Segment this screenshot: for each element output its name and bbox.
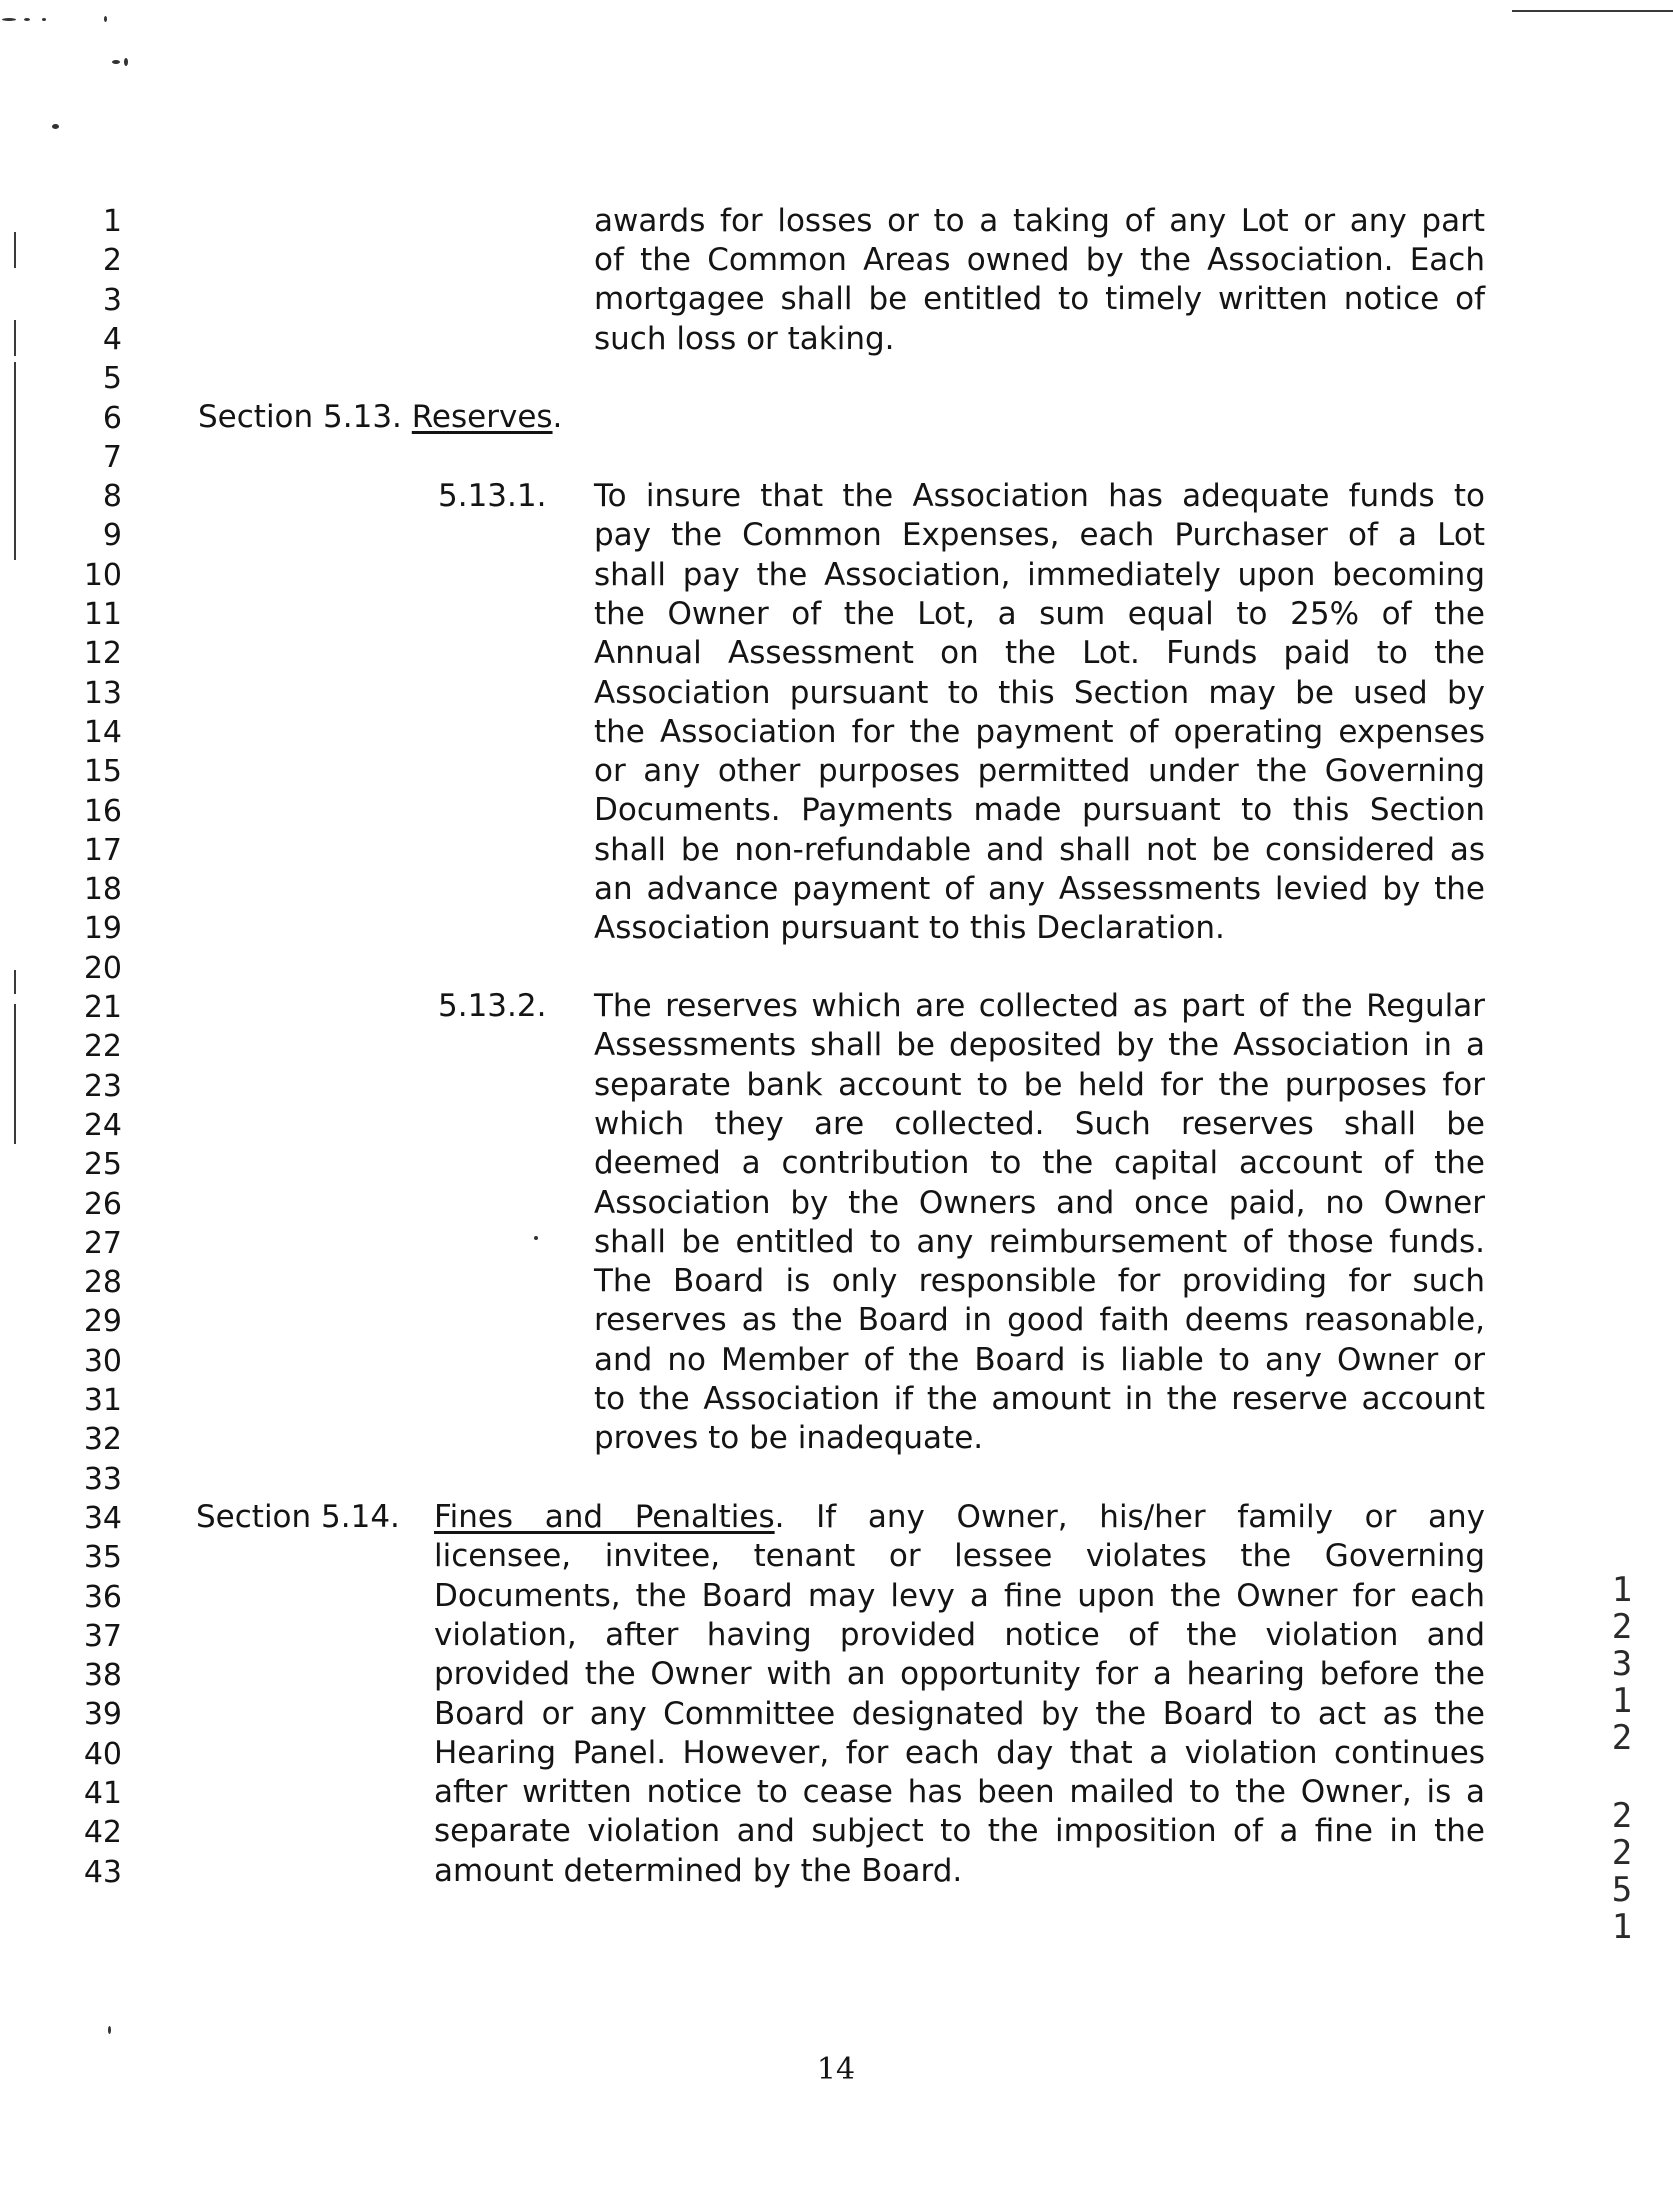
text-line: Hearing Panel. However, for each day that a violation continues	[434, 1735, 1485, 1771]
line-number: 15	[83, 754, 122, 789]
line-number: 17	[83, 833, 122, 868]
text-line: the Association for the payment of operating expenses	[594, 714, 1485, 750]
section-heading	[198, 398, 562, 437]
text-line: reserves as the Board in good faith deems reasonable,	[594, 1302, 1485, 1338]
line-number: 28	[83, 1265, 122, 1300]
line-number: 11	[83, 597, 122, 632]
line-number: 27	[83, 1226, 122, 1261]
margin-change-bar	[14, 232, 16, 268]
section-label: Section 5.13.	[198, 399, 402, 435]
text-line: Annual Assessment on the Lot. Funds paid to the	[594, 635, 1485, 671]
scan-speck	[104, 16, 107, 22]
text-line: after written notice to cease has been mailed to the Owner, is a	[434, 1774, 1485, 1810]
stamp-digit: 1	[1611, 1681, 1633, 1721]
scan-speck	[42, 18, 46, 21]
text-line: The reserves which are collected as part of the Regular	[594, 988, 1485, 1024]
stamp-digit: 5	[1611, 1870, 1633, 1910]
line-number: 30	[83, 1344, 122, 1379]
text-line: Association by the Owners and once paid, no Owner	[594, 1185, 1485, 1221]
text-line: To insure that the Association has adequate funds to	[594, 478, 1485, 514]
section-title: Fines and Penalties	[434, 1499, 775, 1535]
section-title: Reserves	[411, 399, 553, 435]
line-number: 16	[83, 794, 122, 829]
text-line: or any other purposes permitted under the Governing	[594, 753, 1485, 789]
line-number: 4	[102, 322, 122, 357]
text-line: shall pay the Association, immediately upon becoming	[594, 557, 1485, 593]
text-line: proves to be inadequate.	[594, 1420, 984, 1456]
text-line: violation, after having provided notice of the violation and	[434, 1617, 1485, 1653]
text-line: to the Association if the amount in the reserve account	[594, 1381, 1485, 1417]
line-number: 34	[83, 1501, 122, 1536]
scan-speck	[108, 2026, 111, 2034]
text-line: and no Member of the Board is liable to any Owner or	[594, 1342, 1485, 1378]
line-number: 35	[83, 1540, 122, 1575]
text-line: pay the Common Expenses, each Purchaser of a Lot	[594, 517, 1485, 553]
line-number: 1	[102, 204, 122, 239]
section-title-rest: . If any Owner, his/her family or any	[774, 1499, 1486, 1535]
section-heading	[196, 1498, 400, 1537]
line-number: 42	[83, 1815, 122, 1850]
page-number: 14	[816, 2052, 856, 2087]
line-number: 43	[83, 1855, 122, 1890]
line-number: 7	[102, 440, 122, 475]
text-line: such loss or taking.	[594, 321, 895, 357]
line-number: 18	[83, 872, 122, 907]
text-line: which they are collected. Such reserves shall be	[594, 1106, 1485, 1142]
text-line: the Owner of the Lot, a sum equal to 25% of the	[594, 596, 1485, 632]
line-number: 14	[83, 715, 122, 750]
line-number: 2	[102, 243, 122, 278]
stamp-digit: 3	[1611, 1644, 1633, 1684]
line-number: 9	[102, 518, 122, 553]
subsection-number: 5.13.2.	[438, 988, 547, 1024]
line-number: 5	[102, 361, 122, 396]
stamp-digit: 2	[1611, 1796, 1633, 1836]
text-line: separate bank account to be held for the purposes for	[594, 1067, 1485, 1103]
scan-speck	[2, 18, 16, 21]
text-line: licensee, invitee, tenant or lessee violates the Governing	[434, 1538, 1485, 1574]
text-line: Association pursuant to this Declaration.	[594, 910, 1225, 946]
stamp-digit: 2	[1611, 1833, 1633, 1873]
line-number: 19	[83, 911, 122, 946]
scan-speck	[52, 124, 59, 129]
text-line: Documents, the Board may levy a fine upon the Owner for each	[434, 1578, 1485, 1614]
line-number: 20	[83, 951, 122, 986]
scan-speck	[124, 58, 128, 66]
line-number: 12	[83, 636, 122, 671]
scan-speck	[112, 60, 120, 64]
line-number: 22	[83, 1029, 122, 1064]
line-number: 31	[83, 1383, 122, 1418]
text-line: of the Common Areas owned by the Association. Each	[594, 242, 1485, 278]
line-number: 33	[83, 1462, 122, 1497]
text-line: Assessments shall be deposited by the Association in a	[594, 1027, 1485, 1063]
line-number: 25	[83, 1147, 122, 1182]
text-line: separate violation and subject to the imposition of a fine in the	[434, 1813, 1485, 1849]
line-number: 8	[102, 479, 122, 514]
text-line: shall be entitled to any reimbursement of those funds.	[594, 1224, 1485, 1260]
margin-change-bar	[14, 362, 16, 560]
text-line: The Board is only responsible for providing for such	[594, 1263, 1485, 1299]
scan-edge-line	[1512, 10, 1673, 12]
text-line: amount determined by the Board.	[434, 1853, 963, 1889]
text-line: Board or any Committee designated by the Board to act as the	[434, 1696, 1485, 1732]
text-line: awards for losses or to a taking of any Lot or any part	[594, 203, 1485, 239]
line-number: 10	[83, 558, 122, 593]
line-number: 3	[102, 283, 122, 318]
line-number: 40	[83, 1737, 122, 1772]
line-number: 32	[83, 1422, 122, 1457]
line-number: 23	[83, 1069, 122, 1104]
margin-change-bar	[14, 320, 16, 356]
text-line	[434, 1498, 1485, 1537]
line-number: 6	[102, 401, 122, 436]
text-line: shall be non-refundable and shall not be considered as	[594, 832, 1485, 868]
scan-speck	[24, 18, 30, 21]
section-label: Section 5.14.	[196, 1499, 400, 1535]
subsection-number: 5.13.1.	[438, 478, 547, 514]
margin-change-bar	[14, 970, 16, 994]
line-number: 38	[83, 1658, 122, 1693]
line-number: 37	[83, 1619, 122, 1654]
text-line: Association pursuant to this Section may be used by	[594, 675, 1485, 711]
text-line: provided the Owner with an opportunity for a hearing before the	[434, 1656, 1485, 1692]
stamp-digit: 1	[1611, 1907, 1633, 1947]
section-title-period: .	[552, 399, 563, 435]
line-number: 24	[83, 1108, 122, 1143]
text-line: an advance payment of any Assessments levied by the	[594, 871, 1485, 907]
line-number: 41	[83, 1776, 122, 1811]
line-number: 21	[83, 990, 122, 1025]
stamp-digit: 2	[1611, 1718, 1633, 1758]
stamp-digit: 1	[1611, 1570, 1633, 1610]
text-line: Documents. Payments made pursuant to this Section	[594, 792, 1485, 828]
stamp-digit: 2	[1611, 1607, 1633, 1647]
scan-speck	[534, 1236, 538, 1240]
margin-change-bar	[14, 1004, 16, 1144]
line-number: 36	[83, 1580, 122, 1615]
line-number: 29	[83, 1304, 122, 1339]
line-number: 39	[83, 1697, 122, 1732]
text-line: deemed a contribution to the capital account of the	[594, 1145, 1485, 1181]
line-number: 13	[83, 676, 122, 711]
line-number: 26	[83, 1187, 122, 1222]
text-line: mortgagee shall be entitled to timely written notice of	[594, 281, 1485, 317]
